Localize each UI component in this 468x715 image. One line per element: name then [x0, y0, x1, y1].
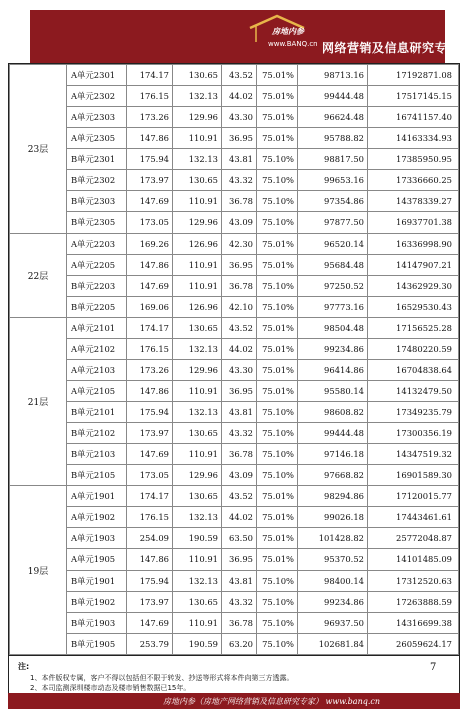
area-cell: 147.69	[127, 191, 173, 212]
floor-label: 22层	[10, 233, 67, 317]
area-cell: 147.69	[127, 275, 173, 296]
unit-cell: A单元1901	[67, 486, 127, 507]
unit-price-cell: 95370.52	[298, 549, 368, 570]
total-price-cell: 14347519.32	[368, 444, 459, 465]
shared-area-cell: 43.32	[222, 170, 257, 191]
unit-price-cell: 98400.14	[298, 570, 368, 591]
shared-area-cell: 42.10	[222, 296, 257, 317]
area-cell: 169.26	[127, 233, 173, 254]
area-cell: 147.69	[127, 612, 173, 633]
ratio-cell: 75.01%	[257, 507, 298, 528]
total-price-cell: 17517145.15	[368, 86, 459, 107]
total-price-cell: 17312520.63	[368, 570, 459, 591]
total-price-cell: 16529530.43	[368, 296, 459, 317]
unit-cell: A单元1902	[67, 507, 127, 528]
unit-price-cell: 96937.50	[298, 612, 368, 633]
table-row	[10, 191, 459, 212]
shared-area-cell: 43.30	[222, 107, 257, 128]
area-cell: 253.79	[127, 633, 173, 654]
ratio-cell: 75.10%	[257, 444, 298, 465]
area-cell: 174.17	[127, 317, 173, 338]
unit-price-cell: 97668.82	[298, 465, 368, 486]
unit-cell: A单元2302	[67, 86, 127, 107]
unit-cell: B单元2103	[67, 444, 127, 465]
total-price-cell: 14378339.27	[368, 191, 459, 212]
ratio-cell: 75.01%	[257, 107, 298, 128]
area-cell: 174.17	[127, 486, 173, 507]
total-price-cell: 17300356.19	[368, 423, 459, 444]
unit-cell: B单元2302	[67, 170, 127, 191]
total-price-cell: 14147907.21	[368, 254, 459, 275]
area-cell: 174.17	[127, 65, 173, 86]
unit-price-cell: 95788.82	[298, 128, 368, 149]
table-row	[10, 486, 459, 507]
total-price-cell: 16704838.64	[368, 359, 459, 380]
unit-price-cell: 101428.82	[298, 528, 368, 549]
table-row	[10, 507, 459, 528]
area-cell: 173.26	[127, 107, 173, 128]
area-cell: 175.94	[127, 402, 173, 423]
shared-area-cell: 43.32	[222, 423, 257, 444]
unit-price-cell: 98504.48	[298, 317, 368, 338]
unit-cell: B单元1903	[67, 612, 127, 633]
area-cell: 147.86	[127, 254, 173, 275]
ratio-cell: 75.01%	[257, 549, 298, 570]
unit-price-cell: 95580.14	[298, 380, 368, 401]
area-cell: 173.97	[127, 170, 173, 191]
footer-text: 房地内参（房地产网络营销及信息研究专家） www.banq.cn	[163, 697, 381, 706]
table-row	[10, 128, 459, 149]
floor-label: 19层	[10, 486, 67, 655]
inner-area-cell: 129.96	[173, 107, 222, 128]
inner-area-cell: 132.13	[173, 570, 222, 591]
shared-area-cell: 63.50	[222, 528, 257, 549]
unit-cell: A单元2203	[67, 233, 127, 254]
inner-area-cell: 110.91	[173, 128, 222, 149]
inner-area-cell: 130.65	[173, 591, 222, 612]
shared-area-cell: 43.81	[222, 402, 257, 423]
logo-text: 房地内参	[272, 26, 304, 36]
unit-cell: A单元1903	[67, 528, 127, 549]
table-row	[10, 86, 459, 107]
unit-cell: A单元2102	[67, 338, 127, 359]
inner-area-cell: 110.91	[173, 612, 222, 633]
total-price-cell: 16336998.90	[368, 233, 459, 254]
shared-area-cell: 43.30	[222, 359, 257, 380]
inner-area-cell: 129.96	[173, 212, 222, 233]
table-row	[10, 423, 459, 444]
ratio-cell: 75.10%	[257, 423, 298, 444]
unit-price-cell: 95684.48	[298, 254, 368, 275]
area-cell: 173.97	[127, 423, 173, 444]
footer-bar	[8, 693, 460, 709]
unit-price-cell: 98817.50	[298, 149, 368, 170]
unit-price-cell: 99653.16	[298, 170, 368, 191]
table-row	[10, 317, 459, 338]
ratio-cell: 75.01%	[257, 359, 298, 380]
area-cell: 147.86	[127, 549, 173, 570]
inner-area-cell: 130.65	[173, 170, 222, 191]
inner-area-cell: 110.91	[173, 549, 222, 570]
area-cell: 175.94	[127, 570, 173, 591]
area-cell: 173.26	[127, 359, 173, 380]
shared-area-cell: 36.78	[222, 275, 257, 296]
shared-area-cell: 36.95	[222, 128, 257, 149]
header-title: 网络营销及信息研究专家	[322, 41, 460, 55]
total-price-cell: 17263888.59	[368, 591, 459, 612]
unit-price-cell: 98713.16	[298, 65, 368, 86]
ratio-cell: 75.01%	[257, 380, 298, 401]
inner-area-cell: 130.65	[173, 486, 222, 507]
total-price-cell: 17156525.28	[368, 317, 459, 338]
note-item: 2、本司监测深圳楼市动态及楼市销售数据已15年。	[30, 684, 191, 692]
ratio-cell: 75.10%	[257, 191, 298, 212]
total-price-cell: 14132479.50	[368, 380, 459, 401]
ratio-cell: 75.01%	[257, 338, 298, 359]
unit-cell: A单元2105	[67, 380, 127, 401]
unit-price-cell: 99444.48	[298, 423, 368, 444]
table-row	[10, 612, 459, 633]
unit-cell: B单元1902	[67, 591, 127, 612]
inner-area-cell: 126.96	[173, 233, 222, 254]
table-row	[10, 465, 459, 486]
inner-area-cell: 110.91	[173, 254, 222, 275]
table-row	[10, 549, 459, 570]
total-price-cell: 16741157.40	[368, 107, 459, 128]
table-row	[10, 444, 459, 465]
ratio-cell: 75.10%	[257, 296, 298, 317]
shared-area-cell: 43.09	[222, 465, 257, 486]
shared-area-cell: 36.78	[222, 191, 257, 212]
ratio-cell: 75.10%	[257, 612, 298, 633]
unit-cell: B单元2205	[67, 296, 127, 317]
unit-price-cell: 99234.86	[298, 338, 368, 359]
shared-area-cell: 43.81	[222, 149, 257, 170]
table-row	[10, 338, 459, 359]
table-row	[10, 570, 459, 591]
total-price-cell: 17480220.59	[368, 338, 459, 359]
shared-area-cell: 63.20	[222, 633, 257, 654]
unit-cell: B单元1905	[67, 633, 127, 654]
total-price-cell: 17336660.25	[368, 170, 459, 191]
unit-price-cell: 97146.18	[298, 444, 368, 465]
total-price-cell: 16901589.30	[368, 465, 459, 486]
ratio-cell: 75.10%	[257, 170, 298, 191]
ratio-cell: 75.10%	[257, 149, 298, 170]
table-row	[10, 275, 459, 296]
total-price-cell: 14362929.30	[368, 275, 459, 296]
ratio-cell: 75.01%	[257, 128, 298, 149]
unit-cell: B单元2301	[67, 149, 127, 170]
unit-price-cell: 97877.50	[298, 212, 368, 233]
ratio-cell: 75.01%	[257, 86, 298, 107]
unit-cell: A单元1905	[67, 549, 127, 570]
area-cell: 254.09	[127, 528, 173, 549]
total-price-cell: 17120015.77	[368, 486, 459, 507]
inner-area-cell: 110.91	[173, 191, 222, 212]
table-row	[10, 254, 459, 275]
unit-price-cell: 98608.82	[298, 402, 368, 423]
table-row	[10, 107, 459, 128]
unit-price-cell: 96624.48	[298, 107, 368, 128]
table-row	[10, 296, 459, 317]
total-price-cell: 17385950.95	[368, 149, 459, 170]
unit-price-cell: 97250.52	[298, 275, 368, 296]
unit-price-cell: 99026.18	[298, 507, 368, 528]
unit-price-cell: 102681.84	[298, 633, 368, 654]
logo-url: www.BANQ.cn	[268, 40, 318, 48]
area-cell: 173.05	[127, 465, 173, 486]
ratio-cell: 75.10%	[257, 402, 298, 423]
shared-area-cell: 43.52	[222, 65, 257, 86]
inner-area-cell: 110.91	[173, 275, 222, 296]
inner-area-cell: 126.96	[173, 296, 222, 317]
table-row	[10, 633, 459, 654]
inner-area-cell: 132.13	[173, 507, 222, 528]
ratio-cell: 75.10%	[257, 591, 298, 612]
table-body	[10, 65, 459, 655]
shared-area-cell: 36.78	[222, 612, 257, 633]
ratio-cell: 75.01%	[257, 65, 298, 86]
inner-area-cell: 190.59	[173, 528, 222, 549]
ratio-cell: 75.01%	[257, 528, 298, 549]
floor-label: 21层	[10, 317, 67, 486]
table-row	[10, 380, 459, 401]
unit-cell: B单元2305	[67, 212, 127, 233]
unit-cell: A单元2205	[67, 254, 127, 275]
shared-area-cell: 36.95	[222, 380, 257, 401]
area-cell: 173.05	[127, 212, 173, 233]
ratio-cell: 75.01%	[257, 254, 298, 275]
ratio-cell: 75.10%	[257, 570, 298, 591]
inner-area-cell: 129.96	[173, 465, 222, 486]
ratio-cell: 75.10%	[257, 633, 298, 654]
page-header	[0, 0, 468, 63]
ratio-cell: 75.10%	[257, 212, 298, 233]
unit-price-cell: 96520.14	[298, 233, 368, 254]
ratio-cell: 75.10%	[257, 465, 298, 486]
inner-area-cell: 110.91	[173, 380, 222, 401]
total-price-cell: 14101485.09	[368, 549, 459, 570]
table-row	[10, 65, 459, 86]
area-cell: 173.97	[127, 591, 173, 612]
table-row	[10, 591, 459, 612]
shared-area-cell: 43.09	[222, 212, 257, 233]
inner-area-cell: 132.13	[173, 86, 222, 107]
inner-area-cell: 130.65	[173, 317, 222, 338]
unit-cell: B单元2303	[67, 191, 127, 212]
page-number: 7	[430, 662, 437, 673]
unit-cell: A单元2301	[67, 65, 127, 86]
inner-area-cell: 110.91	[173, 444, 222, 465]
table-row	[10, 528, 459, 549]
unit-price-cell: 98294.86	[298, 486, 368, 507]
inner-area-cell: 130.65	[173, 65, 222, 86]
unit-price-cell: 99444.48	[298, 86, 368, 107]
unit-price-cell: 97773.16	[298, 296, 368, 317]
area-cell: 176.15	[127, 86, 173, 107]
floor-label: 23层	[10, 65, 67, 234]
unit-cell: A单元2303	[67, 107, 127, 128]
total-price-cell: 17443461.61	[368, 507, 459, 528]
unit-price-cell: 99234.86	[298, 591, 368, 612]
table-row	[10, 402, 459, 423]
shared-area-cell: 43.32	[222, 591, 257, 612]
unit-cell: B单元2105	[67, 465, 127, 486]
shared-area-cell: 36.95	[222, 549, 257, 570]
shared-area-cell: 44.02	[222, 338, 257, 359]
area-cell: 169.06	[127, 296, 173, 317]
shared-area-cell: 44.02	[222, 86, 257, 107]
total-price-cell: 16937701.38	[368, 212, 459, 233]
ratio-cell: 75.10%	[257, 275, 298, 296]
inner-area-cell: 130.65	[173, 423, 222, 444]
area-cell: 147.69	[127, 444, 173, 465]
area-cell: 147.86	[127, 128, 173, 149]
unit-cell: A单元2103	[67, 359, 127, 380]
table-row	[10, 149, 459, 170]
ratio-cell: 75.01%	[257, 233, 298, 254]
table-row	[10, 170, 459, 191]
table-row	[10, 233, 459, 254]
shared-area-cell: 43.81	[222, 570, 257, 591]
shared-area-cell: 43.52	[222, 486, 257, 507]
shared-area-cell: 42.30	[222, 233, 257, 254]
inner-area-cell: 129.96	[173, 359, 222, 380]
area-cell: 176.15	[127, 507, 173, 528]
total-price-cell: 14316699.38	[368, 612, 459, 633]
total-price-cell: 26059624.17	[368, 633, 459, 654]
total-price-cell: 14163334.93	[368, 128, 459, 149]
inner-area-cell: 132.13	[173, 402, 222, 423]
unit-cell: A单元2101	[67, 317, 127, 338]
table-row	[10, 212, 459, 233]
ratio-cell: 75.01%	[257, 317, 298, 338]
shared-area-cell: 43.52	[222, 317, 257, 338]
unit-cell: B单元1901	[67, 570, 127, 591]
shared-area-cell: 36.95	[222, 254, 257, 275]
inner-area-cell: 132.13	[173, 338, 222, 359]
unit-cell: B单元2101	[67, 402, 127, 423]
notes-title: 注:	[18, 662, 30, 671]
unit-price-cell: 97354.86	[298, 191, 368, 212]
unit-cell: A单元2305	[67, 128, 127, 149]
area-cell: 176.15	[127, 338, 173, 359]
ratio-cell: 75.01%	[257, 486, 298, 507]
shared-area-cell: 44.02	[222, 507, 257, 528]
total-price-cell: 17192871.08	[368, 65, 459, 86]
unit-price-cell: 96414.86	[298, 359, 368, 380]
area-cell: 147.86	[127, 380, 173, 401]
note-item: 1、本件版权专属，客户不得以包括但不限于转发、抄送等形式将本件向第三方透露。	[30, 674, 294, 682]
inner-area-cell: 132.13	[173, 149, 222, 170]
inner-area-cell: 190.59	[173, 633, 222, 654]
shared-area-cell: 36.78	[222, 444, 257, 465]
table-row	[10, 359, 459, 380]
price-table	[8, 63, 460, 656]
total-price-cell: 25772048.87	[368, 528, 459, 549]
unit-cell: B单元2203	[67, 275, 127, 296]
area-cell: 175.94	[127, 149, 173, 170]
total-price-cell: 17349235.79	[368, 402, 459, 423]
unit-cell: B单元2102	[67, 423, 127, 444]
